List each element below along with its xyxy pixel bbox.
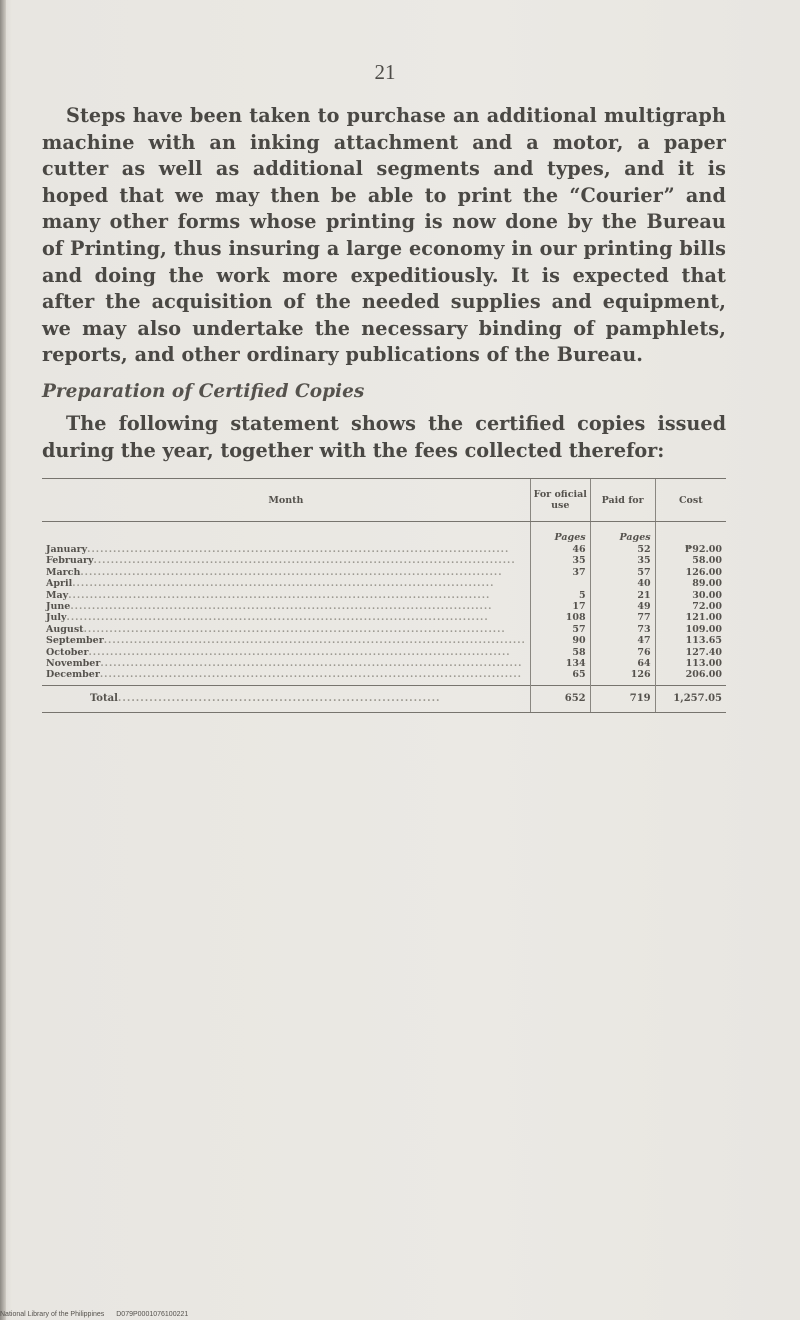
units-row [42, 522, 726, 545]
leader-dots: .................................................................................................. [72, 578, 495, 590]
month-label: February [46, 555, 94, 567]
paid-for-cell: 73 [590, 624, 655, 635]
paid-for-cell: 47 [590, 635, 655, 646]
leader-dots: ........................................................................ [117, 693, 441, 705]
paid-for-cell: 77 [590, 612, 655, 623]
total-row [42, 685, 726, 712]
intro-paragraph-block [42, 410, 726, 464]
month-label: March [46, 566, 81, 578]
month-cell [42, 567, 530, 578]
paid-for-cell: 76 [590, 647, 655, 658]
leader-dots: .................................................................................................. [83, 623, 506, 635]
paid-for-cell: 49 [590, 601, 655, 612]
month-cell [42, 647, 530, 658]
cost-cell: ₱92.00 [655, 544, 726, 555]
official-use-cell: 5 [530, 590, 590, 601]
leader-dots: .................................................................................................. [99, 669, 522, 681]
footer-library: National Library of the Philippines [0, 1311, 105, 1318]
month-cell [42, 601, 530, 612]
table-row [42, 567, 726, 578]
table-row [42, 624, 726, 635]
official-use-cell [530, 578, 590, 589]
page-binding-edge [0, 0, 6, 1320]
official-use-cell: 17 [530, 601, 590, 612]
month-label: May [46, 589, 69, 601]
page-number: 21 [374, 60, 396, 84]
month-label: October [46, 646, 89, 658]
official-use-cell: 46 [530, 544, 590, 555]
month-label: November [46, 658, 101, 670]
cost-cell: 30.00 [655, 590, 726, 601]
cost-cell: 58.00 [655, 555, 726, 566]
paid-for-cell: 64 [590, 658, 655, 669]
table-row [42, 658, 726, 669]
month-cell [42, 578, 530, 589]
paid-for-cell: 40 [590, 578, 655, 589]
table-row [42, 555, 726, 566]
official-use-cell: 57 [530, 624, 590, 635]
units-month-cell [42, 522, 530, 545]
table-row [42, 647, 726, 658]
body-paragraph: Steps have been taken to purchase an additional multigraph machine with an inking attachment and a motor, a paper cutter as well as additional segments and types, and it is hoped that we may then be able to print the “Courier” and many other forms whose printing is now done by the Bureau of Printing, thus insuring a large economy in our printing bills and doing the work more expeditiously. It is expected that after the acquisition of the needed supplies and equipment, we may also undertake the necessary binding of pamphlets, reports, and other ordinary publications of the Bureau. [42, 104, 726, 367]
month-label: December [46, 669, 100, 681]
official-use-cell: 37 [530, 567, 590, 578]
leader-dots: .................................................................................................. [70, 601, 493, 613]
official-use-cell: 65 [530, 669, 590, 680]
paid-for-cell: 57 [590, 567, 655, 578]
units-paid: Pages [590, 522, 655, 545]
month-label: January [46, 544, 88, 555]
table-body [42, 522, 726, 681]
cost-cell: 72.00 [655, 601, 726, 612]
official-use-cell: 108 [530, 612, 590, 623]
header-cost: Cost [655, 479, 726, 522]
table-row [42, 635, 726, 646]
header-paid-for: Paid for [590, 479, 655, 522]
month-cell [42, 555, 530, 566]
month-label: August [46, 623, 84, 635]
header-month: Month [42, 479, 530, 522]
table-row [42, 544, 726, 555]
month-label: September [46, 635, 104, 647]
official-use-cell: 90 [530, 635, 590, 646]
table-row [42, 601, 726, 612]
table-row [42, 578, 726, 589]
cost-cell: 121.00 [655, 612, 726, 623]
table-row [42, 669, 726, 680]
month-cell [42, 544, 530, 555]
month-cell [42, 624, 530, 635]
leader-dots: .................................................................................................. [88, 646, 511, 658]
paid-for-cell: 52 [590, 544, 655, 555]
table-row [42, 590, 726, 601]
total-label: Total [90, 693, 118, 705]
leader-dots: .................................................................................................. [68, 589, 491, 601]
section-title: Preparation of Certified Copies [42, 381, 365, 402]
month-cell [42, 658, 530, 669]
total-official: 652 [530, 685, 590, 712]
footer-credit [0, 1311, 198, 1318]
table-row [42, 612, 726, 623]
official-use-cell: 58 [530, 647, 590, 658]
total-paid: 719 [590, 685, 655, 712]
month-cell [42, 635, 530, 646]
total-label-cell [42, 685, 530, 712]
intro-paragraph: The following statement shows the certified copies issued during the year, together with the fees collected therefor: [42, 412, 726, 462]
paid-for-cell: 126 [590, 669, 655, 680]
leader-dots: .................................................................................................. [93, 555, 516, 567]
month-cell [42, 612, 530, 623]
cost-cell: 113.65 [655, 635, 726, 646]
units-cost-cell [655, 522, 726, 545]
month-cell [42, 669, 530, 680]
footer-code: D079P0001076100221 [116, 1311, 189, 1318]
certified-copies-table [42, 478, 726, 713]
official-use-cell: 35 [530, 555, 590, 566]
paid-for-cell: 21 [590, 590, 655, 601]
leader-dots: .................................................................................................. [87, 544, 510, 555]
month-label: April [46, 578, 73, 590]
leader-dots: .................................................................................................. [80, 566, 503, 578]
units-official: Pages [530, 522, 590, 545]
body-paragraph-block [42, 103, 726, 369]
cost-cell: 206.00 [655, 669, 726, 680]
table-header-row [42, 479, 726, 522]
month-label: June [46, 601, 71, 613]
month-cell [42, 590, 530, 601]
leader-dots: .................................................................................................. [100, 658, 523, 670]
cost-cell: 109.00 [655, 624, 726, 635]
certified-copies-table-wrapper [42, 478, 726, 713]
table-total-section [42, 681, 726, 713]
leader-dots: .................................................................................................. [66, 612, 489, 624]
total-cost: 1,257.05 [655, 685, 726, 712]
cost-cell: 126.00 [655, 567, 726, 578]
header-official-use: For oficial use [530, 479, 590, 522]
cost-cell: 113.00 [655, 658, 726, 669]
paid-for-cell: 35 [590, 555, 655, 566]
month-label: July [46, 612, 67, 624]
leader-dots: .................................................................................................. [103, 635, 526, 647]
official-use-cell: 134 [530, 658, 590, 669]
cost-cell: 127.40 [655, 647, 726, 658]
cost-cell: 89.00 [655, 578, 726, 589]
